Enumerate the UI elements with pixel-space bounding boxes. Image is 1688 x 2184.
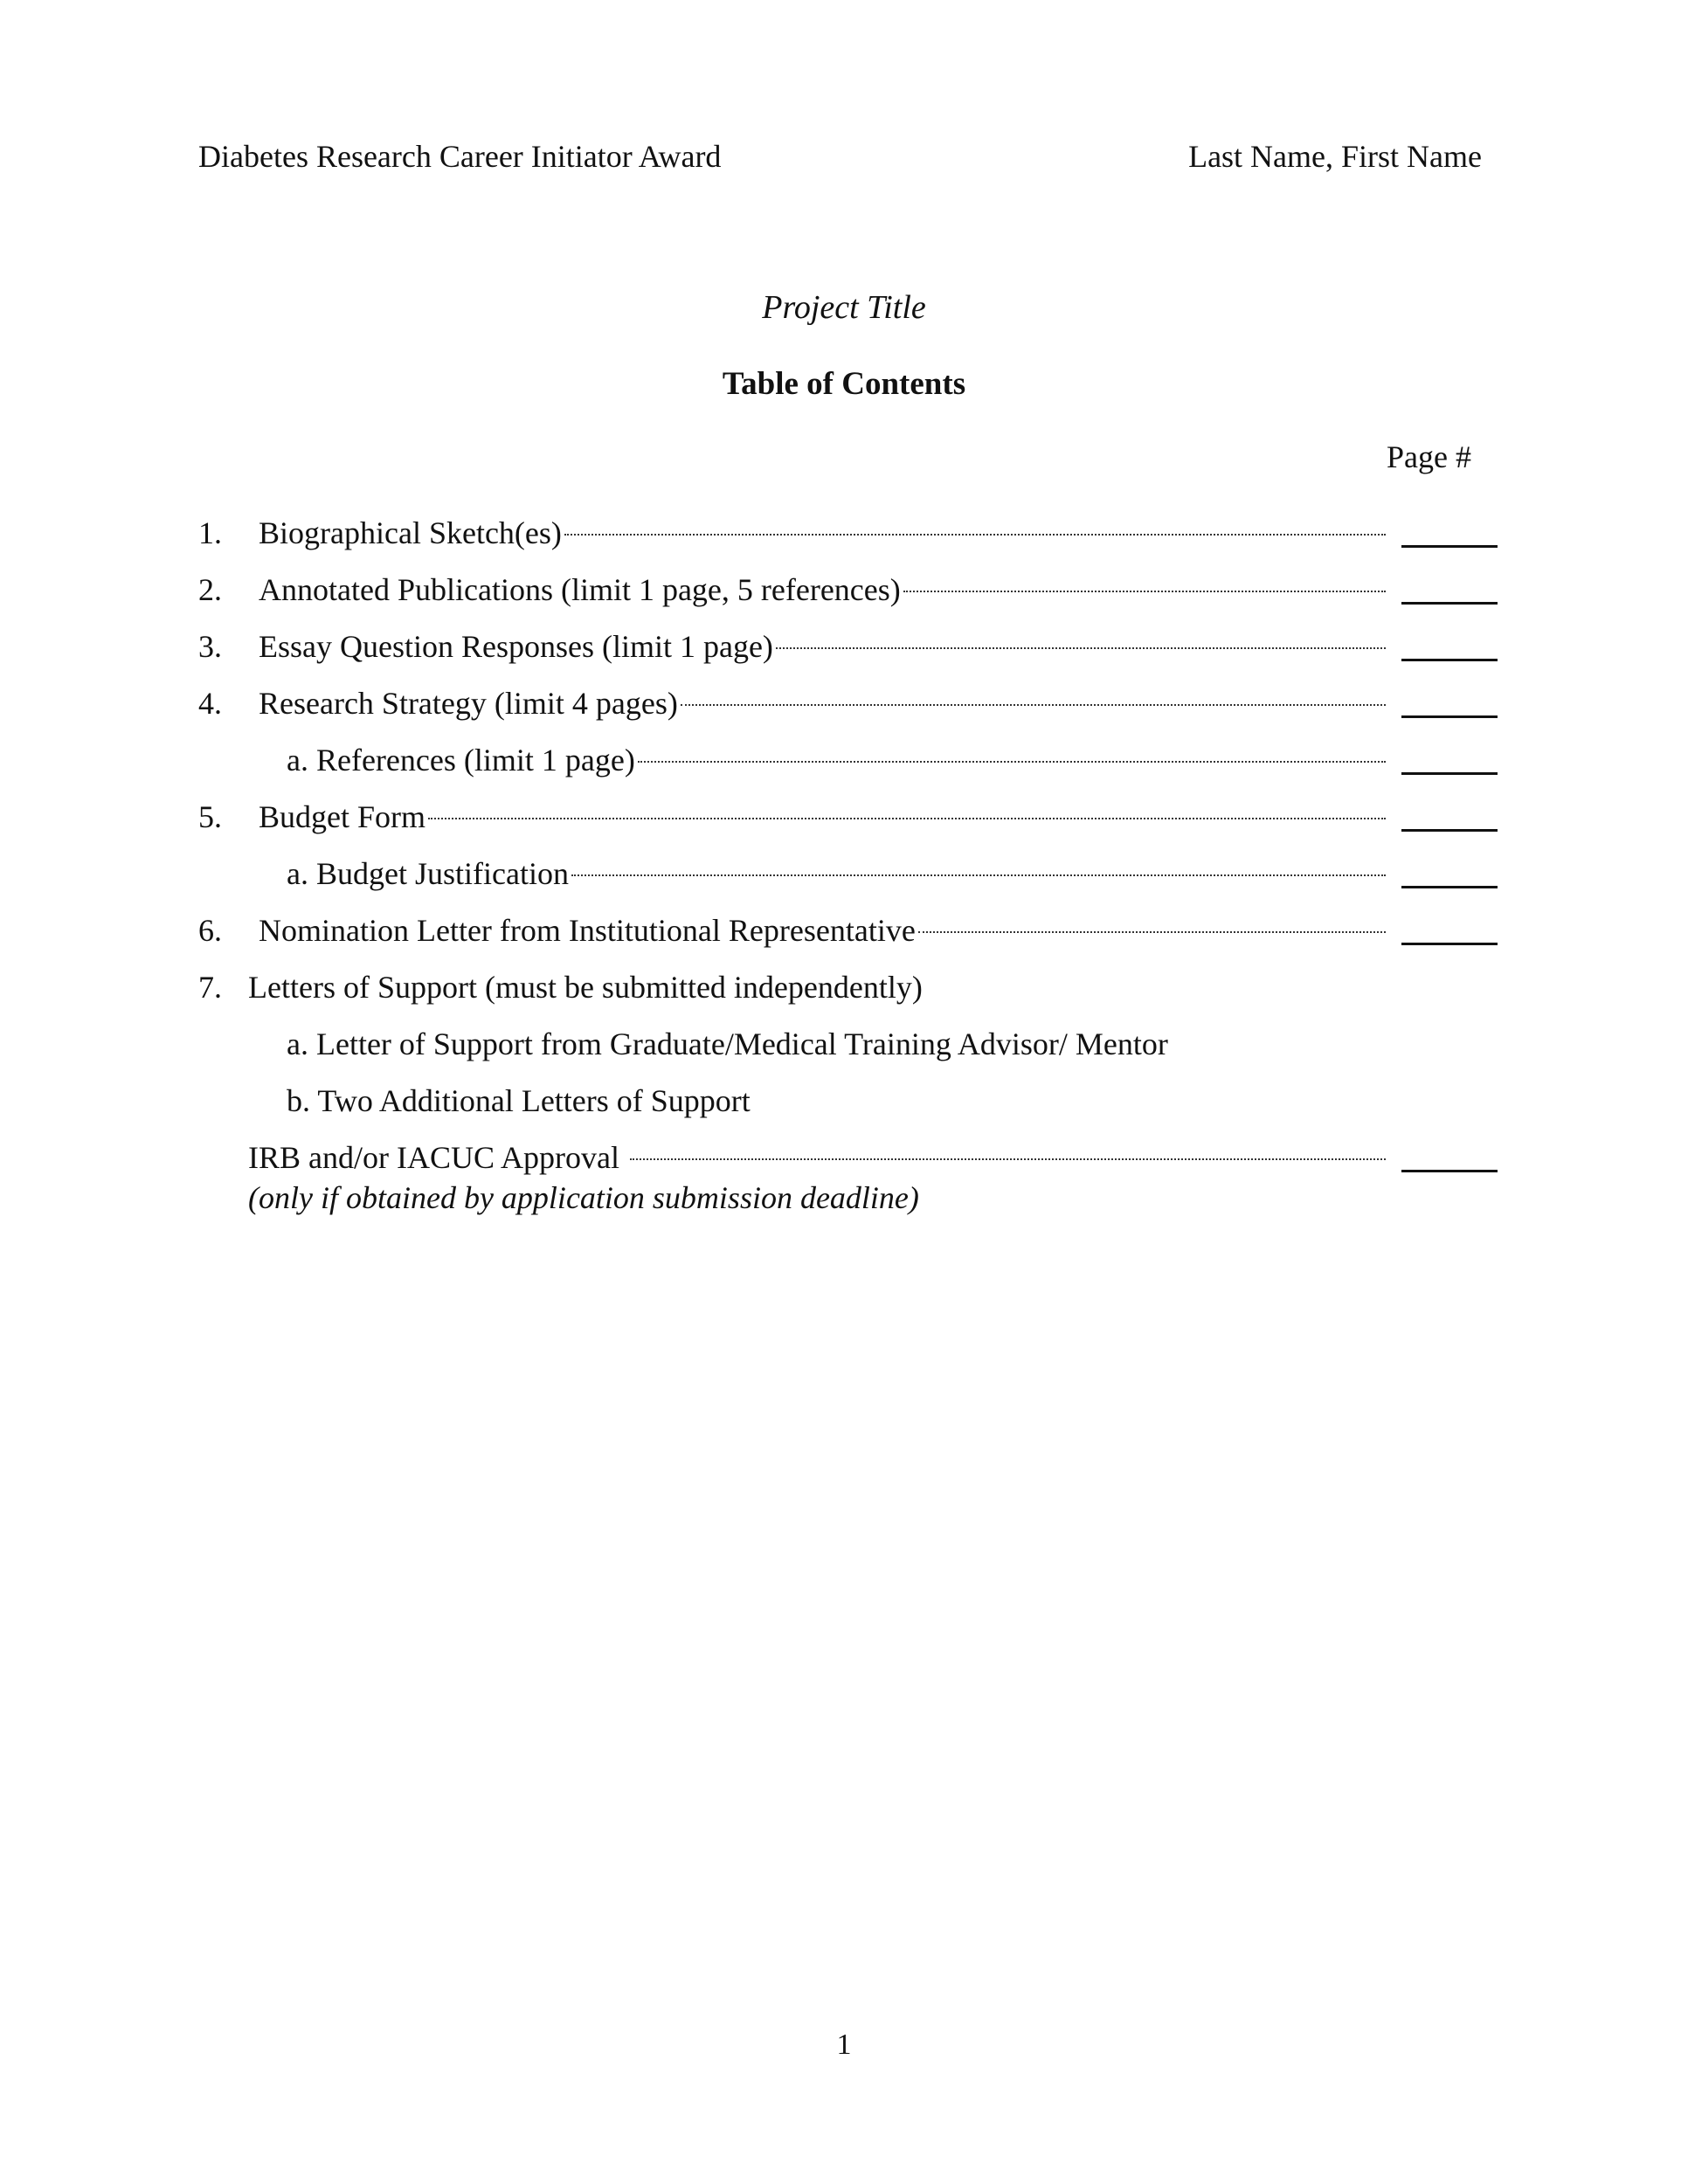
page-number-blank [1401, 569, 1498, 605]
page-number-blank [1401, 682, 1498, 718]
dot-leader [564, 534, 1386, 536]
toc-entry-number: 7. [198, 970, 222, 1005]
toc-entry-nomination-letter [0, 909, 1688, 951]
toc-entry-number: 2. [198, 572, 222, 607]
toc-entry-text: Essay Question Responses (limit 1 page) [259, 629, 773, 664]
dot-leader [776, 647, 1386, 649]
dot-leader [903, 591, 1386, 592]
toc-entry-text: IRB and/or IACUC Approval [248, 1140, 619, 1175]
toc-entry-budget-form [0, 796, 1688, 838]
toc-entry-number: 5. [198, 799, 222, 834]
page-number-blank [1401, 625, 1498, 661]
toc-entry-annotated-publications [0, 569, 1688, 611]
toc-entry-text: a. Budget Justification [287, 856, 569, 891]
toc-entry-budget-justification [0, 853, 1688, 895]
page-number-blank [1401, 512, 1498, 548]
toc-entry-irb-approval [0, 1137, 1688, 1178]
toc-entry-advisor-letter [0, 1023, 1688, 1065]
toc-entry-research-strategy [0, 682, 1688, 724]
toc-entry-essay-responses [0, 625, 1688, 667]
dot-leader [681, 704, 1386, 706]
toc-entry-additional-letters [0, 1080, 1688, 1122]
toc-entry-text: b. Two Additional Letters of Support [287, 1083, 751, 1118]
page-number-blank [1401, 909, 1498, 945]
page-number-blank [1401, 853, 1498, 888]
header-award-name: Diabetes Research Career Initiator Award [198, 139, 722, 174]
toc-entry-number: 3. [198, 629, 222, 664]
toc-entry-text: Letters of Support (must be submitted independently) [248, 970, 923, 1005]
toc-entry-text: Budget Form [259, 799, 426, 834]
page-column-label: Page # [1387, 439, 1471, 474]
toc-entry-number: 6. [198, 913, 222, 948]
toc-entry-text: Biographical Sketch(es) [259, 515, 562, 550]
dot-leader [918, 931, 1386, 933]
dot-leader [571, 874, 1386, 876]
page-number-blank [1401, 1137, 1498, 1172]
toc-entry-text: Annotated Publications (limit 1 page, 5 references) [259, 572, 901, 607]
dot-leader [630, 1158, 1386, 1160]
page-number-blank [1401, 739, 1498, 775]
dot-leader [428, 818, 1386, 819]
toc-entry-text: Nomination Letter from Institutional Representative [259, 913, 916, 948]
toc-entry-text: a. References (limit 1 page) [287, 743, 635, 778]
toc-entry-number: 1. [198, 515, 222, 550]
irb-note: (only if obtained by application submission deadline) [248, 1180, 919, 1215]
dot-leader [638, 761, 1386, 763]
toc-heading: Table of Contents [722, 366, 966, 402]
toc-entry-number: 4. [198, 686, 222, 721]
toc-entry-letters-of-support [0, 966, 1688, 1008]
header-applicant-name: Last Name, First Name [1188, 139, 1482, 174]
toc-entry-references [0, 739, 1688, 781]
page-number: 1 [836, 2028, 852, 2061]
toc-entry-biographical-sketch [0, 512, 1688, 554]
page-number-blank [1401, 796, 1498, 832]
toc-entry-text: a. Letter of Support from Graduate/Medical Training Advisor/ Mentor [287, 1026, 1168, 1061]
project-title: Project Title [762, 289, 926, 326]
toc-entry-text: Research Strategy (limit 4 pages) [259, 686, 678, 721]
